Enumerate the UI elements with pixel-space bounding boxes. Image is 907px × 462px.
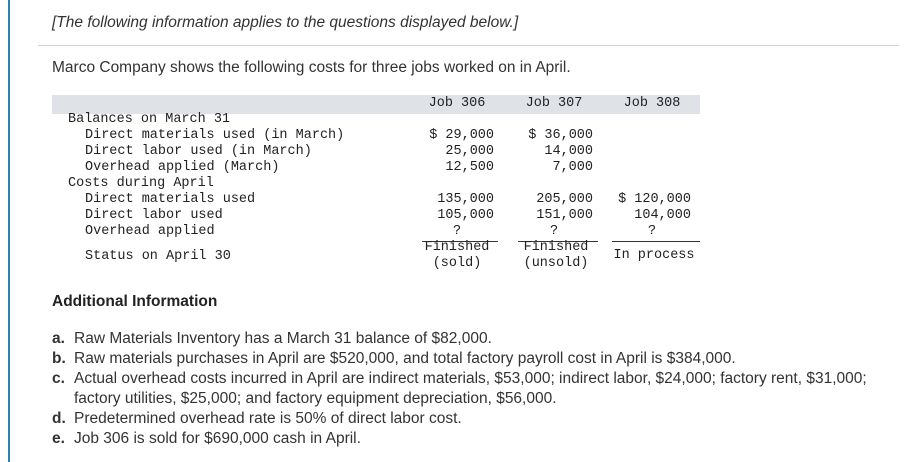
list-item-letter: a.	[52, 330, 65, 347]
job306-dm-march: $ 29,000	[429, 128, 494, 143]
job307-dl: 151,000	[536, 208, 593, 223]
row-label-dm: Direct materials used	[85, 192, 256, 207]
job306-dl: 105,000	[437, 208, 494, 223]
section-label-march: Balances on March 31	[68, 112, 231, 127]
list-item	[52, 349, 902, 369]
job306-oh: ?	[452, 224, 462, 239]
list-item-text: Job 306 is sold for $690,000 cash in April.	[74, 430, 361, 447]
list-item	[52, 409, 902, 429]
additional-info-list	[52, 329, 902, 449]
col-header-job307: Job 307	[525, 96, 583, 111]
row-label-oh-march: Overhead applied (March)	[85, 160, 280, 175]
left-accent-rule	[8, 0, 10, 462]
list-item	[52, 369, 902, 409]
list-item-text: Actual overhead costs incurred in April are indirect materials, $53,000; indirect labor, $24,000; factory rent, $31,000; factory utilities, $25,000; and factory equipment depreciation, $56,000.	[74, 370, 867, 407]
section-label-april: Costs during April	[68, 176, 214, 191]
job306-oh-march: 12,500	[445, 160, 494, 175]
list-item	[52, 329, 902, 349]
job306-status-line2: (sold)	[432, 256, 482, 271]
job307-oh: ?	[549, 224, 559, 239]
list-item-letter: e.	[52, 430, 65, 447]
col-header-job308: Job 308	[623, 96, 681, 111]
job307-dm-march: $ 36,000	[528, 128, 593, 143]
list-item	[52, 429, 902, 449]
row-label-dm-march: Direct materials used (in March)	[85, 128, 345, 143]
lead-sentence: Marco Company shows the following costs for three jobs worked on in April.	[52, 59, 571, 76]
job307-status-line2: (unsold)	[523, 256, 589, 271]
list-item-text: Raw materials purchases in April are $520,000, and total factory payroll cost in April is $384,000.	[74, 350, 736, 367]
list-item-letter: c.	[52, 370, 65, 387]
divider	[38, 45, 899, 46]
list-item-text: Predetermined overhead rate is 50% of direct labor cost.	[74, 410, 462, 427]
list-item-letter: b.	[52, 350, 66, 367]
row-label-dl-march: Direct labor used (in March)	[85, 144, 312, 159]
job308-oh: ?	[647, 224, 657, 239]
list-item-letter: d.	[52, 410, 66, 427]
job308-dm: $ 120,000	[618, 192, 691, 207]
col-header-job306: Job 306	[428, 96, 486, 111]
job306-dl-march: 25,000	[445, 144, 494, 159]
job307-oh-march: 7,000	[552, 160, 593, 175]
job308-underline	[612, 241, 700, 242]
list-item-text: Raw Materials Inventory has a March 31 balance of $82,000.	[74, 330, 492, 347]
row-label-status: Status on April 30	[85, 249, 231, 264]
job306-status-line1: Finished	[424, 240, 490, 255]
job308-status: In process	[613, 248, 695, 263]
additional-info-heading: Additional Information	[52, 293, 218, 310]
row-label-dl: Direct labor used	[85, 208, 223, 223]
job307-dm: 205,000	[536, 192, 593, 207]
job308-dl: 104,000	[634, 208, 691, 223]
job307-dl-march: 14,000	[544, 144, 593, 159]
job307-status-line1: Finished	[523, 240, 589, 255]
row-label-oh: Overhead applied	[85, 224, 215, 239]
intro-note: [The following information applies to the questions displayed below.]	[52, 14, 519, 31]
job306-dm: 135,000	[437, 192, 494, 207]
